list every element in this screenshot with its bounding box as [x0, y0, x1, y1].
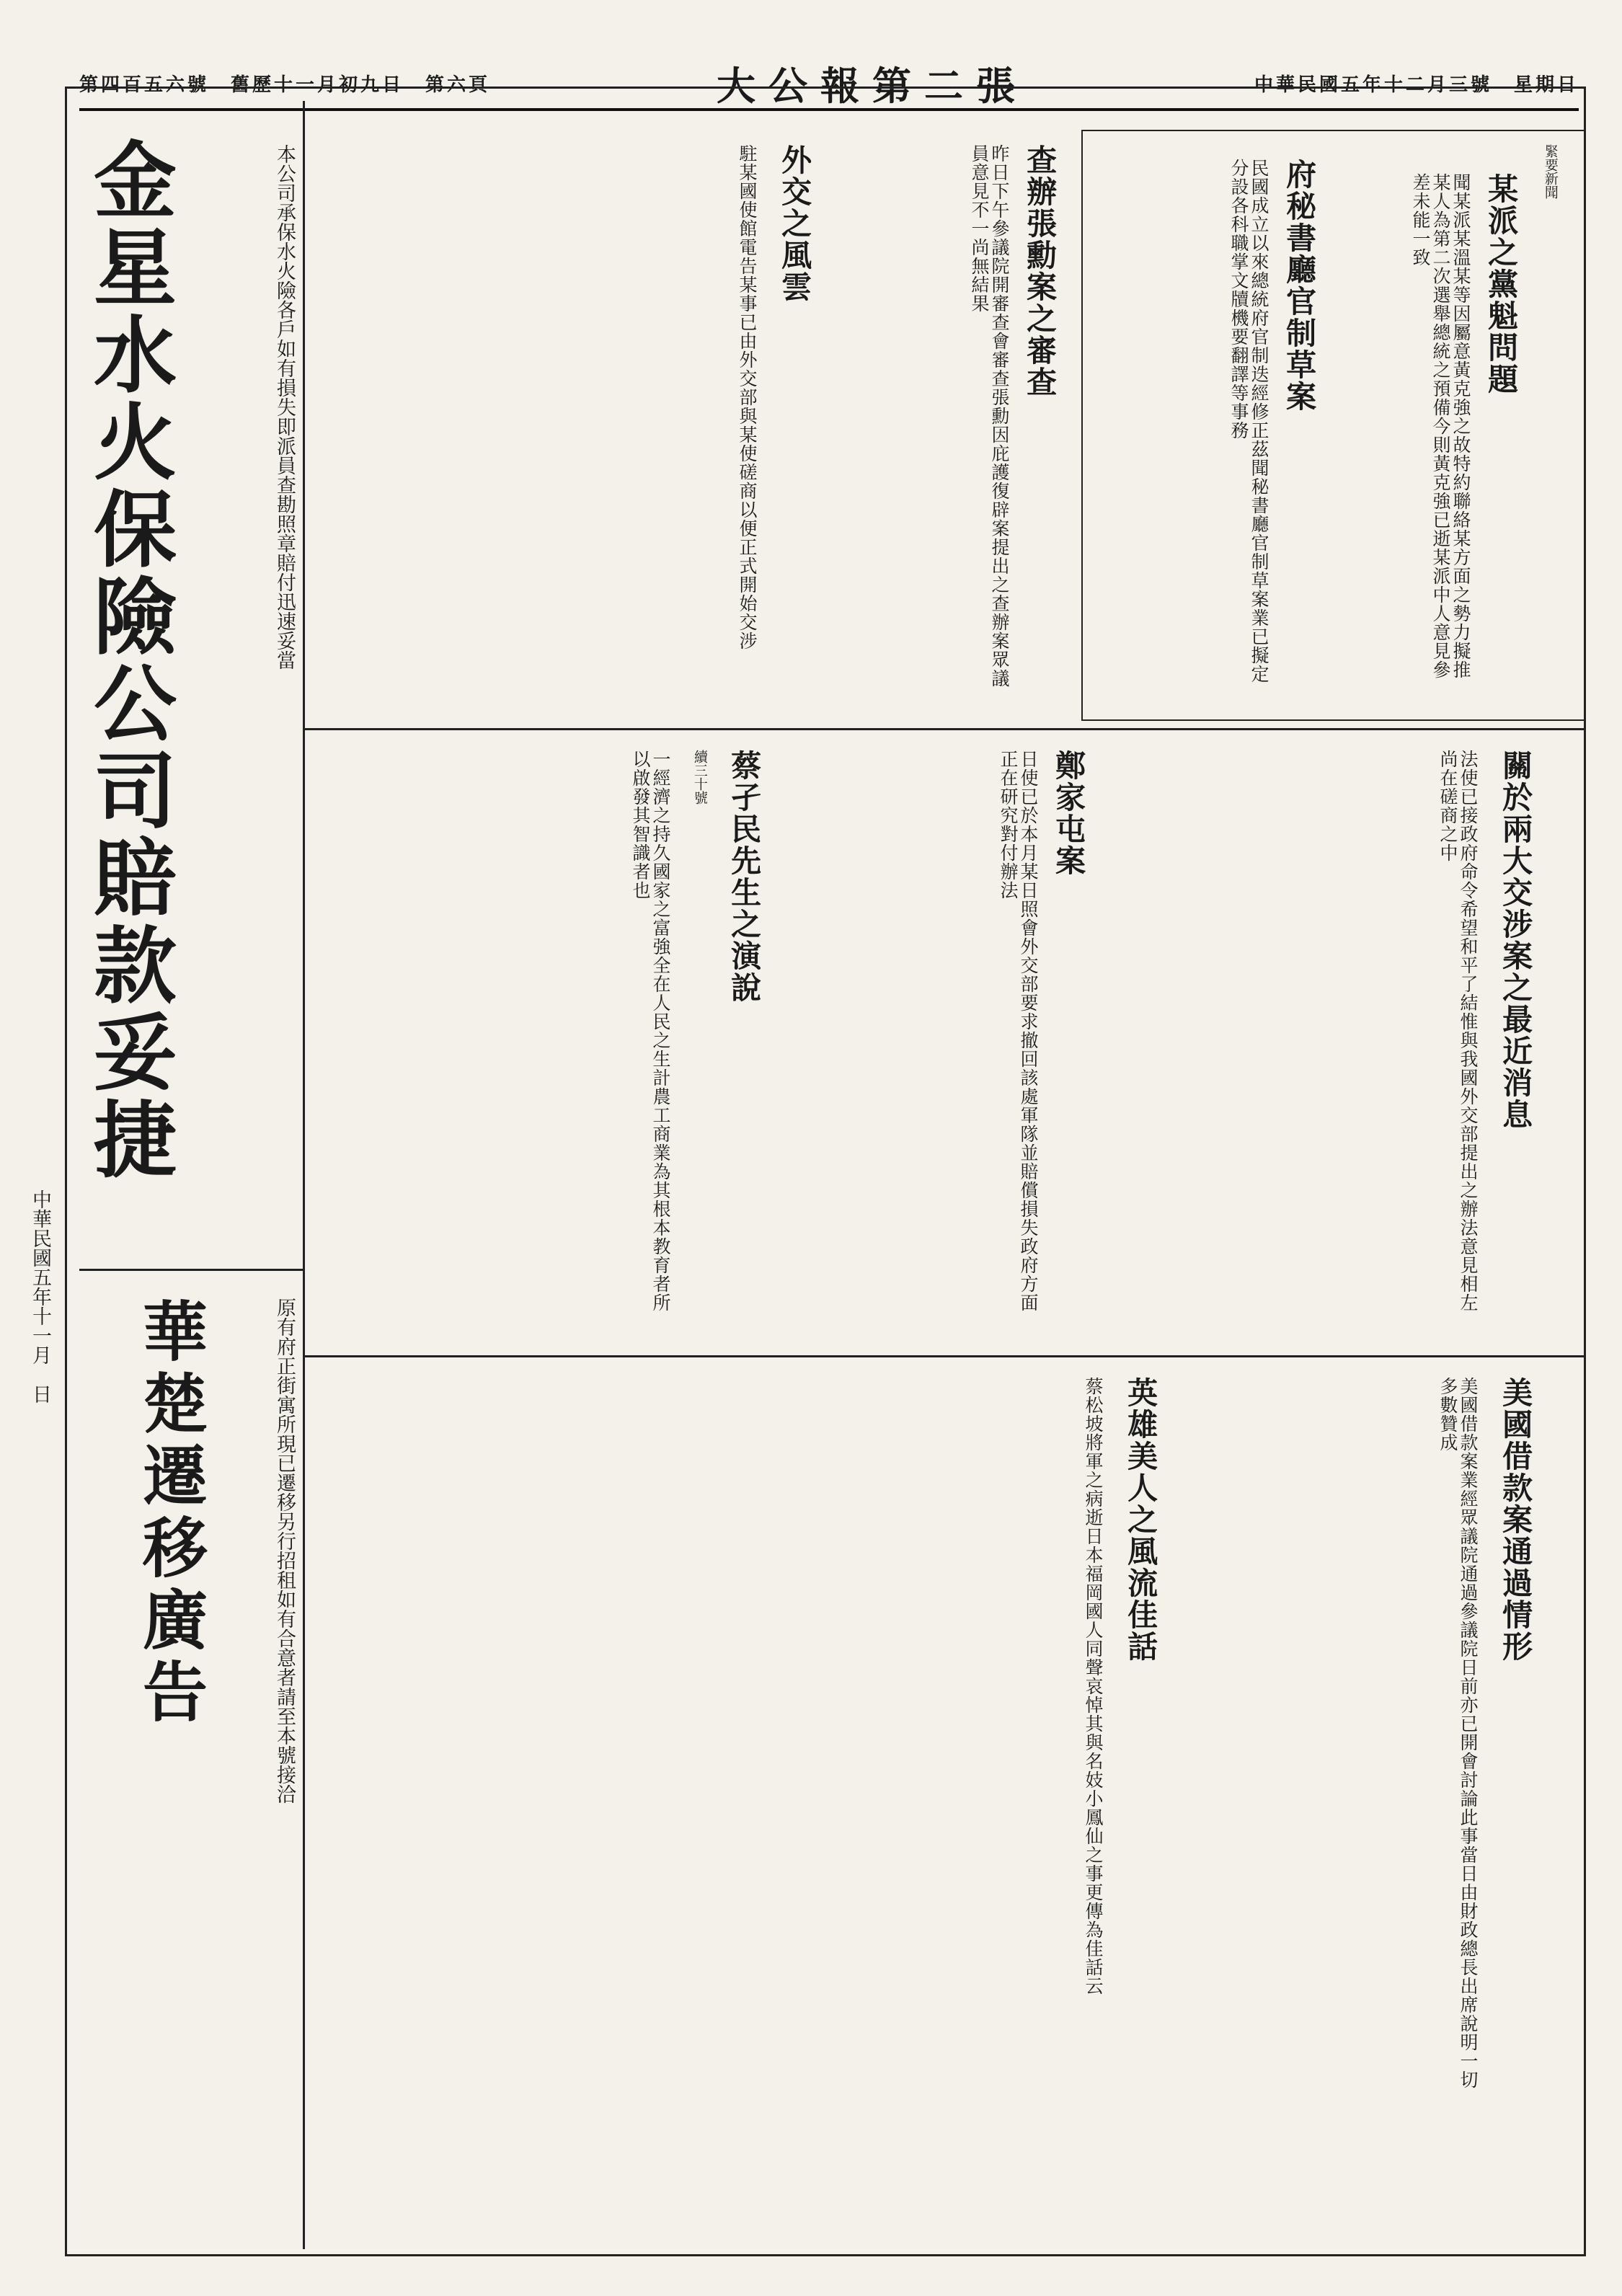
article8-title: 美國借款案通過情形: [1498, 1377, 1534, 1662]
moving-ad-title: 華楚遷移廣告: [131, 1298, 208, 1730]
article7-subtitle: 續三十號: [691, 750, 708, 805]
article6-title: 鄭家屯案: [1051, 750, 1087, 877]
article7-text: 一經濟之持久國家之富強全在人民之生計農工商業為其根本教育者所以啟發其智識者也: [630, 750, 671, 1312]
row-rule-2: [303, 1355, 1586, 1357]
ad-separator: [79, 1269, 303, 1271]
article2-title: 府秘書廳官制草案: [1282, 159, 1318, 412]
issue-info: 第四百五六號 舊歷十一月初九日 第六頁: [79, 74, 491, 96]
article5-text: 法使已接政府命令希望和平了結惟與我國外交部提出之辦法意見相左尚在磋商之中: [1437, 750, 1479, 1312]
paper-title: 大公報第二張: [717, 62, 1028, 109]
article1-title: 某派之黨魁問題: [1484, 173, 1520, 395]
article9-title: 英雄美人之風流佳話: [1123, 1377, 1159, 1662]
article3-text: 昨日下午參議院開審查會審查張勳因庇護復辟案提出之查辦案眾議員意見不一尚無結果: [969, 144, 1010, 688]
article7-title: 蔡孑民先生之演說: [727, 750, 763, 1003]
moving-ad-text: 原有府正街寓所現已遷移另行招租如有合意者請至本號接洽: [273, 1298, 296, 1804]
insurance-ad-title: 金星水火保險公司賠款妥捷: [79, 137, 177, 1184]
article6-text: 日使已於本月某日照會外交部要求撤回該處軍隊並賠償損失政府方面正在研究對付辦法: [998, 750, 1039, 1312]
article4-title: 外交之風雲: [777, 144, 813, 303]
article1-text: 聞某派某溫某等因屬意黃克強之故特約聯絡某方面之勢力擬推某人為第二次選舉總統之預備今則黃克強已逝某派中人意見參差未能一致: [1410, 173, 1471, 679]
date-info: 中華民國五年十二月三號 星期日: [1254, 74, 1579, 96]
article8-text: 美國借款案業經眾議院通過參議院日前亦已開會討論此事當日由財政總長出席說明一切多數贊成: [1437, 1377, 1479, 2089]
article4-text: 駐某國使館電告某事已由外交部與某使磋商以便正式開始交涉: [737, 144, 758, 650]
row-rule-1: [303, 728, 1586, 730]
insurance-ad-date: 中華民國五年十一月 日: [29, 1189, 52, 1404]
article2-text: 民國成立以來總統府官制迭經修正茲聞秘書廳官制草案業已擬定分設各科職掌文牘機要翻譯等事務: [1228, 159, 1269, 683]
insurance-ad-text: 本公司承保水火險各戶如有損失即派員查勘照章賠付迅速妥當: [273, 144, 296, 670]
news-heading: 緊要新聞: [1542, 144, 1559, 199]
article9-text: 蔡松坡將軍之病逝日本福岡國人同聲哀悼其與名妓小鳳仙之事更傳為佳話云: [1083, 1377, 1104, 1995]
ad-divider: [303, 101, 305, 2249]
article5-title: 關於兩大交涉案之最近消息: [1498, 750, 1534, 1130]
article3-title: 查辦張勳案之審查: [1022, 144, 1058, 398]
